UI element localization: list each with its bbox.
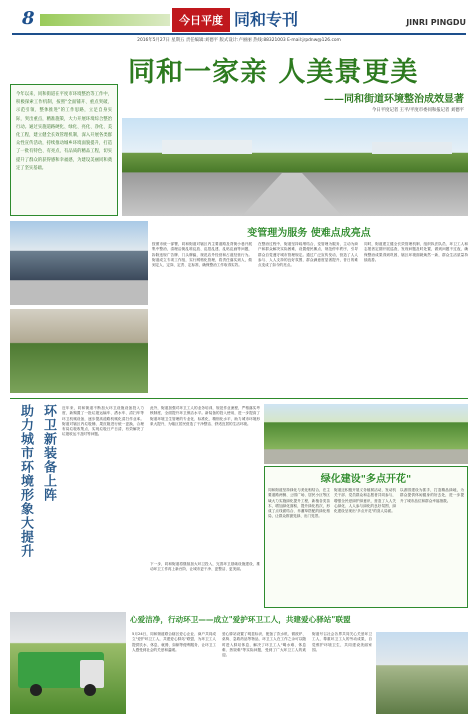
main-headline: 同和一家亲 人美景更美 [128, 57, 419, 88]
photo-garbage-truck [10, 612, 126, 714]
hero-buildings-right [372, 142, 452, 154]
intro-box [10, 84, 118, 216]
logo-text: 今日平度 [179, 14, 223, 27]
header-right-label: JINRI PINGDU [406, 18, 466, 27]
hero-photo-road [122, 118, 468, 216]
section4-col2: 爱心驿站设置了明显标识，配备了饮水机、微波炉、桌椅、急救药品等物品，环卫工人在工作之余可以随时进入驿站休息，解决了环卫工人"喝水难、休息难、热饭难"等实际问题，受到了广大环卫工人的欢迎。 [222, 632, 306, 658]
intro-text: 今年以来，同和街道在平度市环境整治等工作中，积极探索工作机制，按照"全面铺开、重点突破、示范引领、整体推进"的工作思路，立足自身实际，突出重点，精准施策，大力开展环境综合整治行动。通过实施道路硬化、绿化、亮化、净化、美化工程，建立健全长效管理机制，深入开展各类群众性宣传活动，持续推动城乡环境面貌提升，打造了一批有特色、有亮点、有品质的精品工程，切实提升了群众的获得感和幸福感，为建设美丽同和奠定了坚实基础。 [16, 92, 112, 171]
newspaper-logo [172, 8, 230, 32]
section2-col3: 下一步，同和街道将继续加大环卫投入，完善环卫基础设施建设，推动环卫工作再上新台阶，让城市更干净、更整洁、更美丽。 [150, 562, 260, 572]
photo-team-lineup [10, 221, 148, 305]
section4-heading: 心爱洁净，行动环卫——成立"爱护环卫工人，共建爱心驿站"联盟 [130, 615, 351, 624]
header-rule [12, 33, 466, 35]
vertical-title-2: 助力城市环境形象大提升 [18, 404, 33, 558]
vertical-title-1: 环卫新装备上阵 [41, 404, 56, 502]
section-title: 同和专刊 [234, 10, 299, 29]
section3-heading: 绿化建设"多点开花" [320, 474, 412, 485]
section1-col3: 同时，街道建立健全长效管理机制，组织执法队员、环卫工人和志愿者定期开展巡查，发现问题及时处置，做到问题不过夜，确保整治成果得到巩固，辖区环境面貌焕然一新，群众生活质量持续改善。 [364, 242, 468, 262]
section1-col2: 在整治过程中，街道坚持疏堵结合，变管理为服务，主动为商户和群众解决实际困难，设置便民摊点，规范停车秩序，引导群众自觉遵守城市管理规定。通过广泛宣传发动，营造了人人参与、人人支持的良好氛围，群众满意度显著提升，昔日的难点变成了如今的亮点。 [258, 242, 358, 268]
section1-heading: 变管理为服务 使难点成亮点 [247, 228, 371, 239]
section2-col1: 近年来，同和街道不断加大环卫设施设备投入力度，新购置了一批垃圾运输车、洒水车、清扫车等环卫机械设备，逐步提高道路机械化清扫作业率。街道对辖区内垃圾桶、果皮箱进行统一更换，合理布局垃圾收集点，实现垃圾日产日清，有效解决了垃圾收运不及时等问题。 [62, 406, 144, 437]
section2-vertical-title [12, 404, 58, 604]
hero-buildings [162, 140, 252, 154]
truck-wheel-front [30, 684, 42, 696]
byline: 今日平度记者 王平/平度市委同和报记者 刘德平 [371, 108, 464, 113]
section-divider [10, 398, 468, 399]
photo-volunteer-event [376, 632, 468, 714]
hero-road-surface [242, 173, 342, 216]
sub-headline: ——同和街道环境整治成效显著 [324, 94, 464, 105]
header-green-bar [40, 14, 170, 26]
photo-green-park [264, 404, 468, 464]
section1-col1: 按照市统一部署，同和街道对辖区内主要道路及背街小巷开展集中整治，清理沿街乱堆乱放、乱搭乱建、乱贴乱画等问题，拆除违规广告牌、门头牌匾，规范店外经营和占道经营行为。街道成立专项工作组，实行网格化管理，将责任落实到人，做到定人、定岗、定责、定标准，确保整治工作取得实效。 [152, 242, 252, 268]
section4-col1: 5月24日，同和街道联合辖区爱心企业、商户共同成立"爱护环卫工人，共建爱心驿站"联盟，为环卫工人提供饮水、休息、就餐、如厕等便利服务，让环卫工人感受到社会的关爱和温暖。 [132, 632, 216, 652]
page-header [0, 0, 473, 36]
section3-col2: 街道还积极开展义务植树活动，发动机关干部、党员群众和志愿者共同参与，增强全民爱绿护绿意识，营造了人人关心绿化、人人参与绿化的良好氛围，绿化建设呈现出"多点开花"的喜人局面。 [334, 488, 396, 514]
section4-col3: 街道号召社会各界共同关心关爱环卫工人，尊重环卫工人的劳动成果，自觉维护环境卫生，共同建设美丽家园。 [312, 632, 372, 652]
section3-col3: 以游园建设为抓手，打造精品绿地，为群众提供休闲健身的好去处，进一步提升了城市品位和群众幸福指数。 [400, 488, 464, 503]
truck-wheel-rear [84, 684, 96, 696]
page-number: 8 [22, 8, 35, 29]
dateline: 2016年5月27日 星期五 责任编辑:刘德平 版式设计:卢丽丽 热线:88321003 E-mail:jrpdnw@126.com [137, 38, 341, 43]
section3-col1: 同和街道坚持绿化与美化相结合，在主要道路两侧、公园广场、居民小区等区域大力实施绿化提升工程，新植各类苗木，增加绿化面积，提升绿化档次，形成了点线面结合、乔灌草搭配的绿化格局，让群众推窗见绿、出门见景。 [268, 488, 330, 519]
photo-tree-planting [10, 309, 148, 393]
section2-col2: 此外，街道加强对环卫工人的业务培训，规范作业流程，严格落实考核制度，全面提升环卫保洁水平。新装备的投入使用，进一步提高了街道环境卫生管理的专业化、标准化、精细化水平，助力城市环境形象大提升，为辖区居民营造了干净整洁、舒适宜居的生活环境。 [150, 406, 260, 426]
